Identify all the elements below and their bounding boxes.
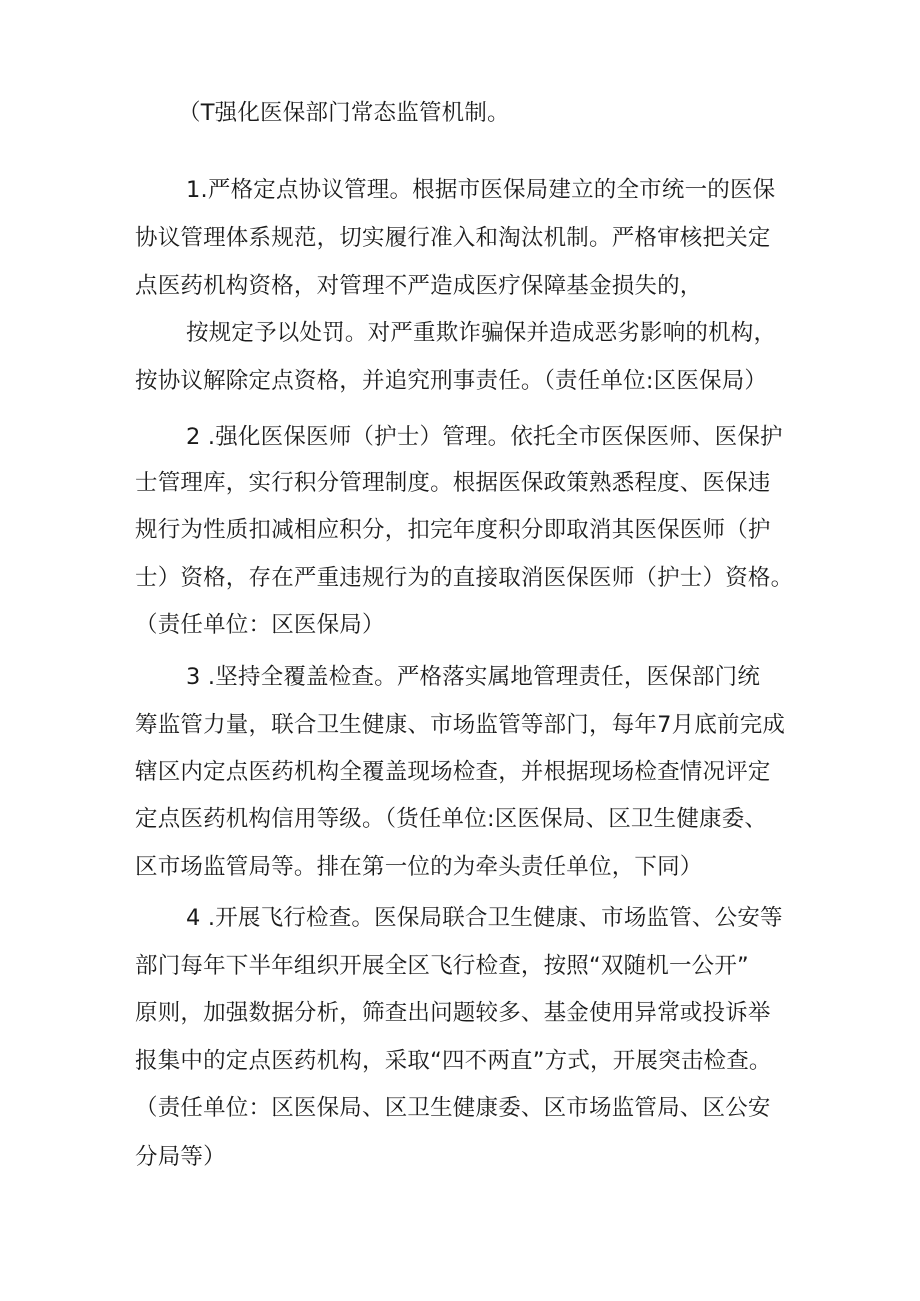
paragraph-line: 辖区内定点医药机构全覆盖现场检查，并根据现场检查情况评定 [135, 759, 771, 785]
paragraph-line: 报集中的定点医药机构，采取“四不两直”方式，开展突击检查。 [135, 1048, 772, 1074]
paragraph-line: 按规定予以处罚。对严重欺诈骗保并造成恶劣影响的机构， [186, 320, 777, 346]
paragraph-line: 筹监管力量，联合卫生健康、市场监管等部门，每年7月底前完成 [135, 712, 786, 738]
section-heading: （T强化医保部门常态监管机制。 [178, 100, 510, 126]
paragraph-line: 2 .强化医保医师（护士）管理。依托全市医保医师、医保护 [186, 424, 783, 450]
paragraph-line: 1.严格定点协议管理。根据市医保局建立的全市统一的医保 [186, 177, 776, 203]
paragraph-line: （责任单位：区医保局、区卫生健康委、区市场监管局、区公安 [135, 1095, 771, 1121]
paragraph-line: （责任单位：区医保局） [135, 612, 385, 638]
paragraph-line: 规行为性质扣减相应积分，扣完年度积分即取消其医保医师（护 [135, 517, 771, 543]
paragraph-line: 区市场监管局等。排在第一位的为牵头责任单位，下同） [135, 854, 703, 880]
paragraph-line: 部门每年下半年组织开展全区飞行检查，按照“双随机一公开” [135, 953, 749, 979]
paragraph-line: 士）资格，存在严重违规行为的直接取消医保医师（护士）资格。 [135, 565, 794, 591]
paragraph-line: 点医药机构资格，对管理不严造成医疗保障基金损失的， [135, 273, 703, 299]
paragraph-line: 协议管理体系规范，切实履行准入和淘汰机制。严格审核把关定 [135, 225, 771, 251]
paragraph-line: 原则，加强数据分析，筛查出问题较多、基金使用异常或投诉举 [135, 1000, 771, 1026]
paragraph-line: 士管理库，实行积分管理制度。根据医保政策熟悉程度、医保违 [135, 470, 771, 496]
paragraph-line: 按协议解除定点资格，并追究刑事责任。（责任单位:区医保局） [135, 368, 768, 394]
paragraph-line: 4 .开展飞行检查。医保局联合卫生健康、市场监管、公安等 [186, 905, 783, 931]
paragraph-line: 3 .坚持全覆盖检查。严格落实属地管理责任，医保部门统 [186, 664, 761, 690]
paragraph-line: 分局等） [135, 1144, 226, 1170]
paragraph-line: 定点医药机构信用等级。（货任单位:区医保局、区卫生健康委、 [135, 806, 768, 832]
